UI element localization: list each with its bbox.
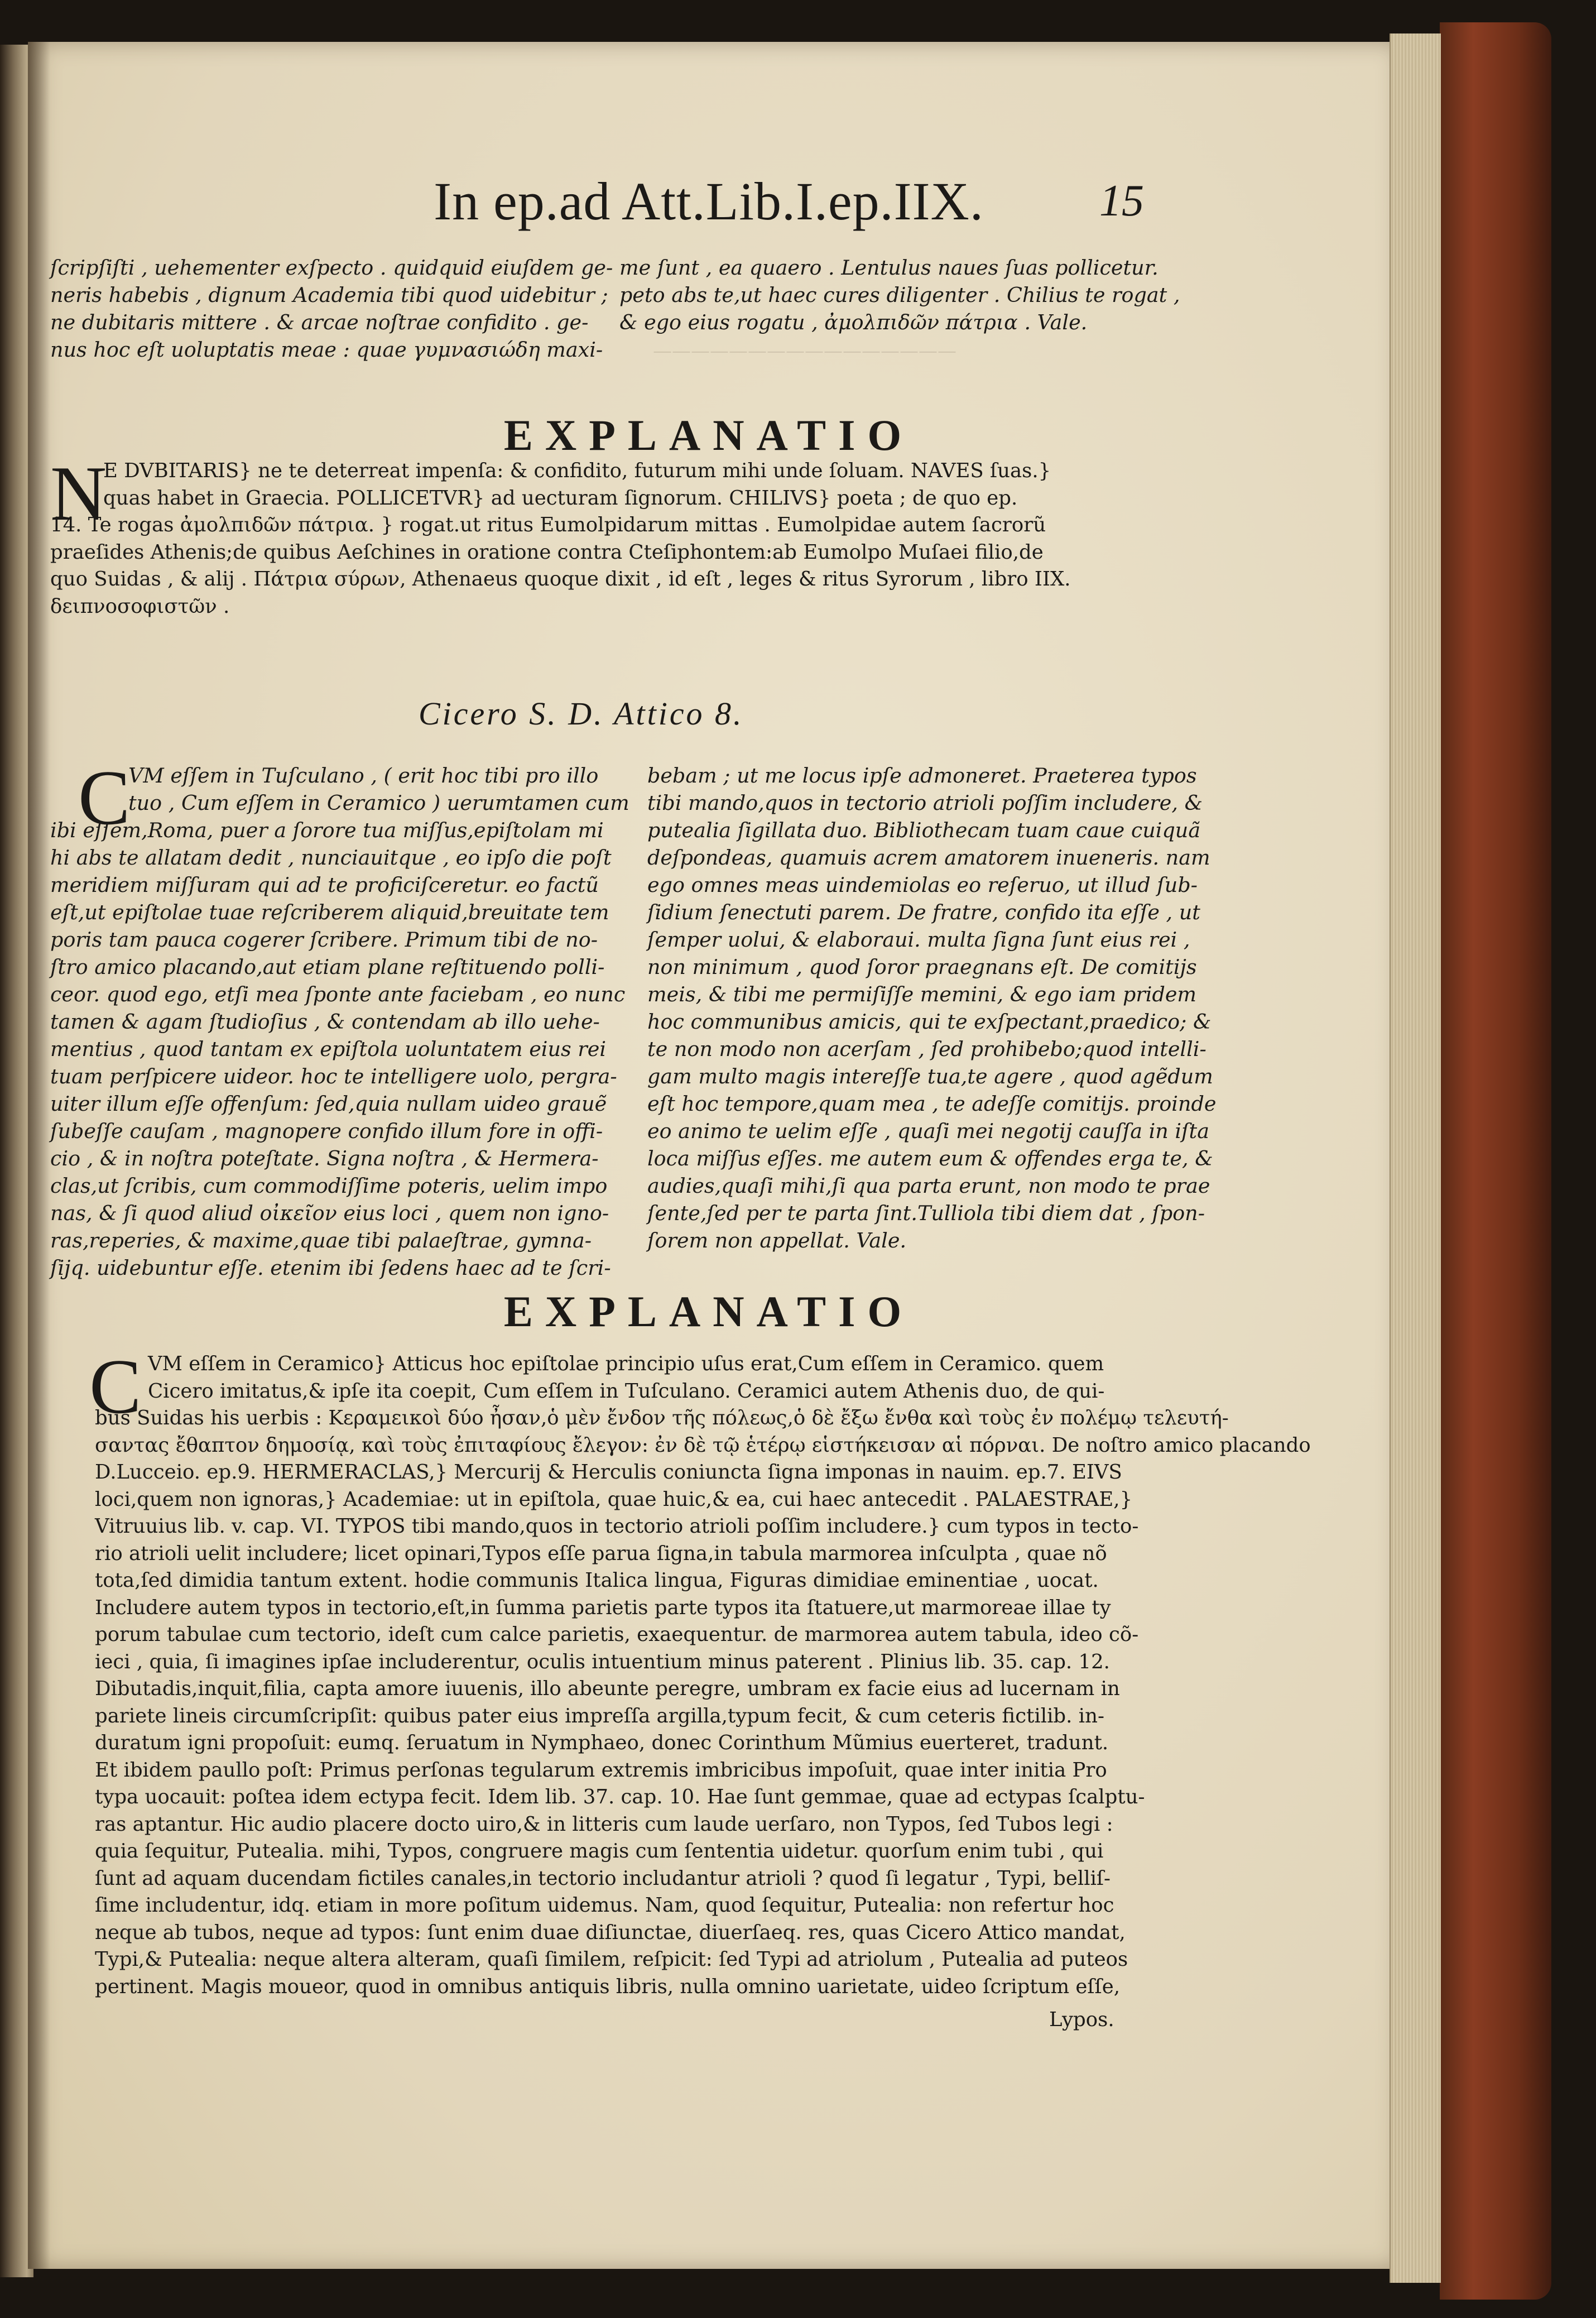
- text-line: putealia ſigillata duo. Bibliothecam tuam caue cuiquã: [647, 818, 1201, 842]
- text-line: tuo , Cum eſſem in Ceramico ) uerumtamen cum: [128, 791, 629, 815]
- text-line: me ſunt , ea quaero . Lentulus naues ſuas pollicetur.: [619, 256, 1158, 280]
- text-line: neque ab tubos, neque ad typos: ſunt enim duae diſiunctae, diuerſaeq. res, quas Cicero Attico mandat,: [95, 1921, 1126, 1944]
- text-line: loci,quem non ignoras,} Academiae: ut in epiſtola, quae huic,& ea, cui haec antecedit . PALAESTRAE,}: [95, 1487, 1133, 1511]
- text-line: tamen & agam ſtudioſius , & contendam ab illo uehe-: [50, 1010, 600, 1034]
- text-line: uiter illum eſſe offenſum: ſed,quia nullam uideo grauẽ: [50, 1092, 607, 1116]
- text-line: hi abs te allatam dedit , nunciauitque , eo ipſo die poſt: [50, 846, 612, 870]
- text-line: porum tabulae cum tectorio, ideſt cum calce parietis, exaequentur. de marmorea autem tabula, ideo cõ-: [95, 1623, 1139, 1646]
- text-line: rio atrioli uelit includere; licet opinari,Typos eſſe parua ſigna,in tabula marmorea inſculpta , quae nõ: [95, 1542, 1107, 1565]
- explanatio-heading-1: EXPLANATIO: [503, 411, 914, 459]
- text-line: ſunt ad aquam ducendam fictiles canales,in tectorio includantur atrioli ? quod ſi legatur , Typi, belliſ-: [95, 1866, 1111, 1890]
- text-line: typa uocauit: poſtea idem ectypa fecit. Idem lib. 37. cap. 10. Hae ſunt gemmae, quae ad ectypas ſcalptu-: [95, 1786, 1145, 1808]
- explanatio-1-text: [50, 458, 1071, 620]
- text-line: nas, & ſi quod aliud οἰκεῖον eius loci , quem non igno-: [50, 1201, 609, 1225]
- text-line: meridiem miſſuram qui ad te proficiſceretur. eo factũ: [50, 873, 599, 897]
- text-line: Vitruuius lib. v. cap. VI. TYPOS tibi mando,quos in tectorio atrioli poſſim includere.} cum typos in tecto-: [95, 1515, 1139, 1538]
- letter-heading: Cicero S. D. Attico 8.: [419, 695, 744, 732]
- binding-gutter-shadow: [28, 42, 50, 2269]
- text-line: tibi mando,quos in tectorio atrioli poſſim includere, &: [647, 791, 1203, 815]
- text-line: E DVBITARIS} ne te deterreat impenſa: & confidito, futurum mihi unde ſoluam. NAVES ſuas.}: [103, 459, 1051, 482]
- text-line: ſcripſiſti , uehementer exſpecto . quidquid eiuſdem ge-: [50, 256, 613, 280]
- text-line: 14. Te rogas ἀμολπιδῶν πάτρια. } rogat.ut ritus Eumolpidarum mittas . Eumolpidae autem ſacrorũ: [50, 513, 1046, 536]
- running-head: In ep.ad Att.Lib.I.ep.IIX.: [434, 171, 984, 231]
- text-line: VM eſſem in Tuſculano , ( erit hoc tibi pro illo: [128, 764, 599, 788]
- dropcap-letter: C: [78, 755, 131, 841]
- text-line: Typi,& Putealia: neque altera alteram, quaſi ſimilem, reſpicit: ſed Typi ad atriolum , Putealia ad puteos: [95, 1948, 1128, 1971]
- text-line: Et ibidem paullo poſt: Primus perſonas tegularum extremis imbricibus impoſuit, quae inter initia Pro: [95, 1758, 1107, 1782]
- text-line: Dibutadis,inquit,filia, capta amore iuuenis, illo abeunte peregre, umbram ex facie eius ad lucernam in: [95, 1677, 1120, 1700]
- text-line: σαντας ἔθαπτον δημοσίᾳ, καὶ τοὺς ἐπιταφίους ἔλεγον: ἐν δὲ τῷ ἑτέρῳ εἱστήκεισαν αἱ πόρναι. De noſtro amico placando: [95, 1433, 1311, 1457]
- text-line: VM eſſem in Ceramico} Atticus hoc epiſtolae principio uſus erat,Cum eſſem in Ceramico. quem: [148, 1352, 1104, 1375]
- text-line: duratum igni propoſuit: eumq. ſeruatum in Nymphaeo, donec Corinthum Mũmius euerteret, tradunt.: [95, 1731, 1109, 1754]
- text-line: ſorem non appellat. Vale.: [647, 1228, 907, 1252]
- explanatio-2-text: [95, 1351, 1311, 2000]
- text-line: ſidium ſenectuti parem. De fratre, confido ita eſſe , ut: [647, 900, 1200, 924]
- text-line: nus hoc eſt uoluptatis meae : quae γυμνασιώδη maxi-: [50, 338, 603, 362]
- text-line: D.Lucceio. ep.9. HERMERACLAS,} Mercurij & Herculis coniuncta ſigna imponas in nauim. ep.7. EIVS: [95, 1461, 1122, 1484]
- page-fore-edge: [1390, 33, 1441, 2283]
- text-line: non minimum , quod ſoror praegnans eſt. De comitijs: [647, 955, 1197, 979]
- text-line: ceor. quod ego, etſi mea ſponte ante faciebam , eo nunc: [50, 982, 626, 1006]
- text-line: ſente,ſed per te parta ſint.Tulliola tibi diem dat , ſpon-: [647, 1201, 1205, 1225]
- text-line: ſime includentur, idq. etiam in more poſitum uidemus. Nam, quod ſequitur, Putealia: non refertur hoc: [95, 1894, 1114, 1917]
- text-line: quo Suidas , & alij . Πάτρια σύρων, Athenaeus quoque dixit , id eſt , leges & ritus Syrorum , libro IIX.: [50, 568, 1071, 591]
- text-line: eſt,ut epiſtolae tuae reſcriberem aliquid,breuitate tem: [50, 900, 609, 924]
- text-line: quas habet in Graecia. POLLICETVR} ad uecturam ſignorum. CHILIVS} poeta ; de quo ep.: [103, 486, 1018, 510]
- text-line: ſtro amico placando,aut etiam plane reſtituendo polli-: [50, 955, 605, 979]
- text-line: ſubeſſe cauſam , magnopere confido illum fore in offi-: [50, 1119, 603, 1143]
- text-line: pariete lineis circumſcripſit: quibus pater eius impreſſa argilla,typum fecit, & cum ceteris fictilib. in-: [95, 1704, 1104, 1727]
- letter-column-right: [647, 762, 1216, 1254]
- text-line: ibi eſſem,Roma, puer a ſorore tua miſſus,epiſtolam mi: [50, 818, 604, 842]
- explanatio-heading-2: EXPLANATIO: [503, 1287, 914, 1336]
- text-line: ſijq. uidebuntur eſſe. etenim ibi ſedens haec ad te ſcri-: [50, 1256, 611, 1280]
- text-line: ras aptantur. Hic audio placere docto uiro,& in litteris cum laude uerſaro, non Typos, ſed Tubos legi :: [95, 1812, 1113, 1836]
- text-line: pertinent. Magis moueor, quod in omnibus antiquis libris, nulla omnino uarietate, uideo ſcriptum eſſe,: [95, 1975, 1120, 1998]
- page-number: 15: [1099, 176, 1144, 225]
- intro-column-right: [619, 254, 1180, 336]
- text-line: meis, & tibi me permiſiſſe memini, & ego iam pridem: [647, 982, 1197, 1006]
- dropcap-explanatio-2: C: [89, 1343, 142, 1430]
- text-line: praeſides Athenis;de quibus Aeſchines in oratione contra Cteſiphontem:ab Eumolpo Muſaei filio,de: [50, 540, 1044, 564]
- book-page: [28, 42, 1390, 2269]
- text-line: peto abs te,ut haec cures diligenter . Chilius te rogat ,: [619, 283, 1180, 307]
- text-line: tuam perſpicere uideor. hoc te intelligere uolo, pergra-: [50, 1064, 617, 1088]
- book-cover-edge: [1440, 22, 1551, 2300]
- text-line: te non modo non acerſam , ſed prohibebo;quod intelli-: [647, 1037, 1206, 1061]
- text-line: poris tam pauca cogerer ſcribere. Primum tibi de no-: [50, 928, 598, 952]
- text-line: gam multo magis intereſſe tua,te agere , quod agẽdum: [647, 1064, 1213, 1088]
- catchword: Lypos.: [1049, 2008, 1114, 2031]
- text-line: ne dubitaris mittere . & arcae noſtrae confidito . ge-: [50, 310, 589, 334]
- text-line: bebam ; ut me locus ipſe admoneret. Praeterea typos: [647, 764, 1197, 788]
- text-line: δειπνοσοφιστῶν .: [50, 594, 230, 618]
- text-line: bus Suidas his uerbis : Κεραμεικοὶ δύο ἦσαν,ὁ μὲν ἔνδον τῆς πόλεως,ὁ δὲ ἔξω ἔνθα καὶ τοὺς ἐν πολέμῳ τελευτή-: [95, 1407, 1229, 1429]
- text-line: & ego eius rogatu , ἀμολπιδῶν πάτρια . Vale.: [619, 310, 1088, 334]
- letter-column-left: [50, 762, 629, 1282]
- text-line: cio , & in noſtra poteſtate. Signa noſtra , & Hermera-: [50, 1146, 599, 1170]
- text-line: Includere autem typos in tectorio,eſt,in ſumma parietis parte typos ita ſtatuere,ut marmoreae illae ty: [95, 1596, 1111, 1619]
- text-line: Cicero imitatus,& ipſe ita coepit, Cum eſſem in Tuſculano. Ceramici autem Athenis duo, de qui-: [148, 1379, 1105, 1403]
- text-line: loca miſſus eſſes. me autem eum & offendes erga te, &: [647, 1146, 1213, 1170]
- text-line: ras,reperies, & maxime,quae tibi palaeſtrae, gymna-: [50, 1228, 592, 1252]
- text-line: quia ſequitur, Putealia. mihi, Typos, congruere magis cum ſententia uidetur. quorſum enim tubi , qui: [95, 1840, 1104, 1863]
- text-line: neris habebis , dignum Academia tibi quod uidebitur ;: [50, 283, 608, 307]
- text-line: audies,quaſi mihi,ſi qua parta erunt, non modo te prae: [647, 1174, 1210, 1198]
- text-line: tota,ſed dimidia tantum extent. hodie communis Italica lingua, Figuras dimidiae eminentiae , uocat.: [95, 1569, 1099, 1592]
- dropcap-explanatio-1: N: [50, 450, 107, 537]
- text-line: eſt hoc tempore,quam mea , te adeſſe comitijs. proinde: [647, 1092, 1217, 1116]
- text-line: ſemper uolui, & elaboraui. multa ſigna ſunt eius rei ,: [647, 928, 1190, 952]
- text-line: ego omnes meas uindemiolas eo reſeruo, ut illud ſub-: [647, 873, 1198, 897]
- text-line: hoc communibus amicis, qui te exſpectant,praedico; &: [647, 1010, 1212, 1034]
- intro-column-left: [50, 254, 613, 363]
- text-line: deſpondeas, quamuis acrem amatorem inueneris. nam: [647, 846, 1210, 870]
- text-line: mentius , quod tantam ex epiſtola uoluntatem eius rei: [50, 1037, 607, 1061]
- text-line: eo animo te uelim eſſe , quaſi mei negotij cauſſa in iſta: [647, 1119, 1209, 1143]
- text-line: ieci , quia, ſi imagines ipſae includerentur, oculis intuentium minus paterent . Plinius lib. 35. cap. 12.: [95, 1650, 1110, 1673]
- show-through-text: ————————————————: [653, 340, 956, 362]
- text-line: clas,ut ſcribis, cum commodiſſime poteris, uelim impo: [50, 1174, 608, 1198]
